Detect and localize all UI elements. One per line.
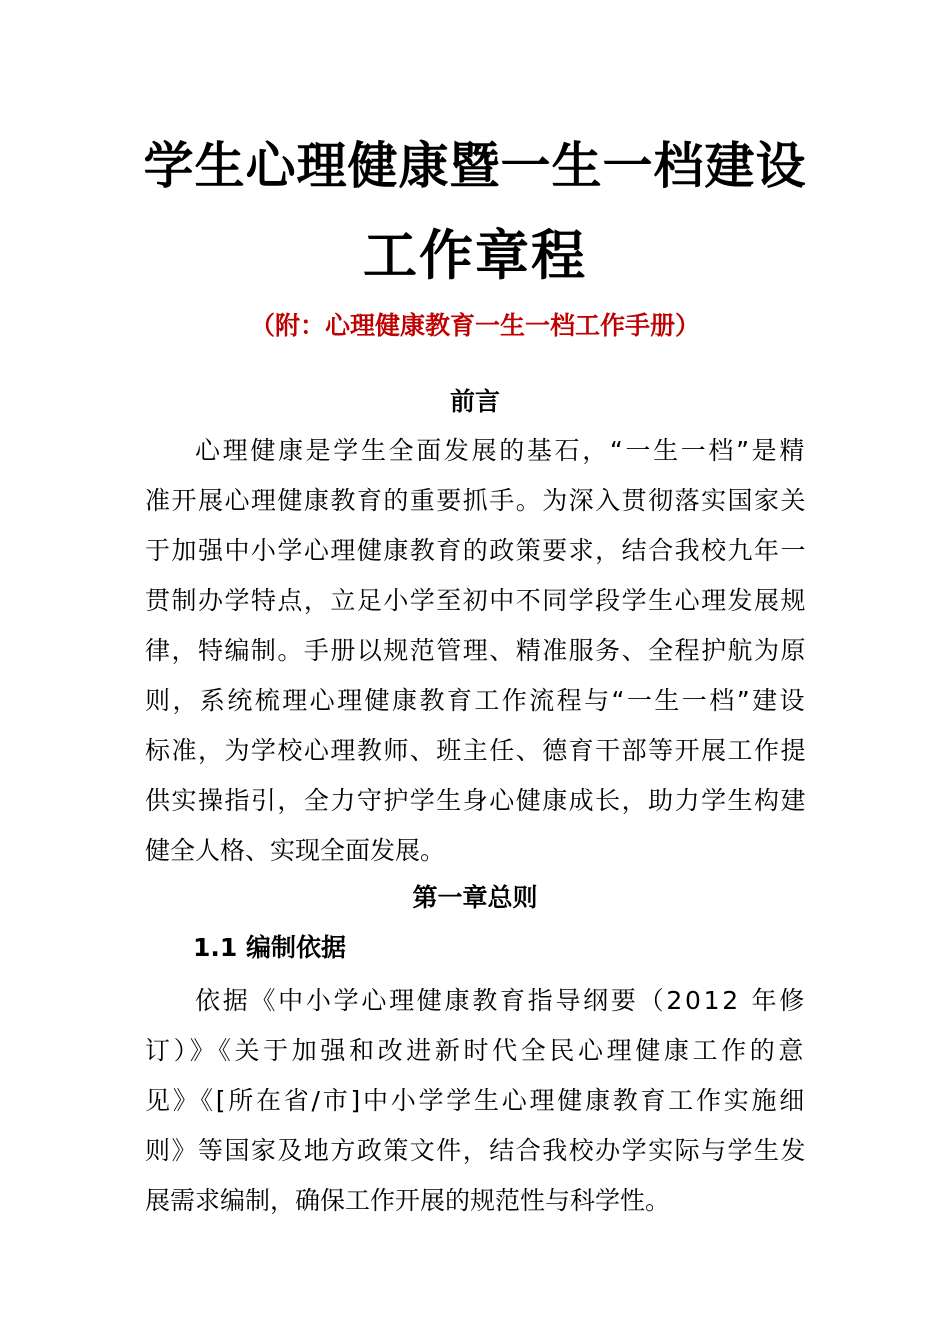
line-text: 贯制办学特点，立足小学至初中不同学段学生心理发展规: [145, 586, 807, 615]
line-text: 则，系统梳理心理健康教育工作流程与“一生一档”建设: [145, 686, 807, 715]
chapter-heading: 第一章总则: [412, 883, 538, 912]
paragraph-line: [145, 1126, 807, 1176]
preface-heading: 前言: [449, 387, 500, 416]
line-text: 见》《[所在省/市]中小学学生心理健康教育工作实施细: [145, 1086, 807, 1115]
document-subtitle: （附：心理健康教育一生一档工作手册）: [249, 311, 700, 340]
paragraph-line: [145, 576, 807, 626]
line-text: 标准，为学校心理教师、班主任、德育干部等开展工作提: [145, 736, 807, 765]
line-text: 依据《中小学心理健康教育指导纲要（2012 年修: [195, 986, 807, 1015]
preface-paragraph: [145, 426, 807, 876]
line-text: 订）》《关于加强和改进新时代全民心理健康工作的意: [145, 1036, 807, 1065]
line-text: 心理健康是学生全面发展的基石，“一生一档”是精: [195, 436, 807, 465]
paragraph-line: [145, 526, 807, 576]
line-text: 展需求编制，确保工作开展的规范性与科学性。: [145, 1186, 671, 1215]
paragraph-line: [145, 776, 807, 826]
line-text: 律，特编制。手册以规范管理、精准服务、全程护航为原: [145, 636, 807, 665]
line-text: 健全人格、实现全面发展。: [145, 836, 446, 865]
document-title-line1: 学生心理健康暨一生一档建设: [143, 137, 807, 195]
basis-paragraph: [145, 976, 807, 1226]
line-text: 准开展心理健康教育的重要抓手。为深入贯彻落实国家关: [145, 486, 807, 515]
paragraph-line: [145, 1026, 807, 1076]
paragraph-line: [145, 676, 807, 726]
paragraph-line: [145, 726, 807, 776]
line-text: 则》等国家及地方政策文件，结合我校办学实际与学生发: [145, 1136, 807, 1165]
paragraph-line: [145, 1176, 807, 1226]
document-title-line2: 工作章程: [363, 224, 587, 287]
paragraph-line: [145, 1076, 807, 1126]
line-text: 于加强中小学心理健康教育的政策要求，结合我校九年一: [145, 536, 807, 565]
paragraph-line: [145, 426, 807, 476]
paragraph-line: [145, 826, 807, 876]
paragraph-line: [145, 626, 807, 676]
paragraph-line: [145, 476, 807, 526]
section-heading: 1.1 编制依据: [193, 933, 346, 962]
line-text: 供实操指引，全力守护学生身心健康成长，助力学生构建: [145, 786, 807, 815]
paragraph-line: [145, 976, 807, 1026]
